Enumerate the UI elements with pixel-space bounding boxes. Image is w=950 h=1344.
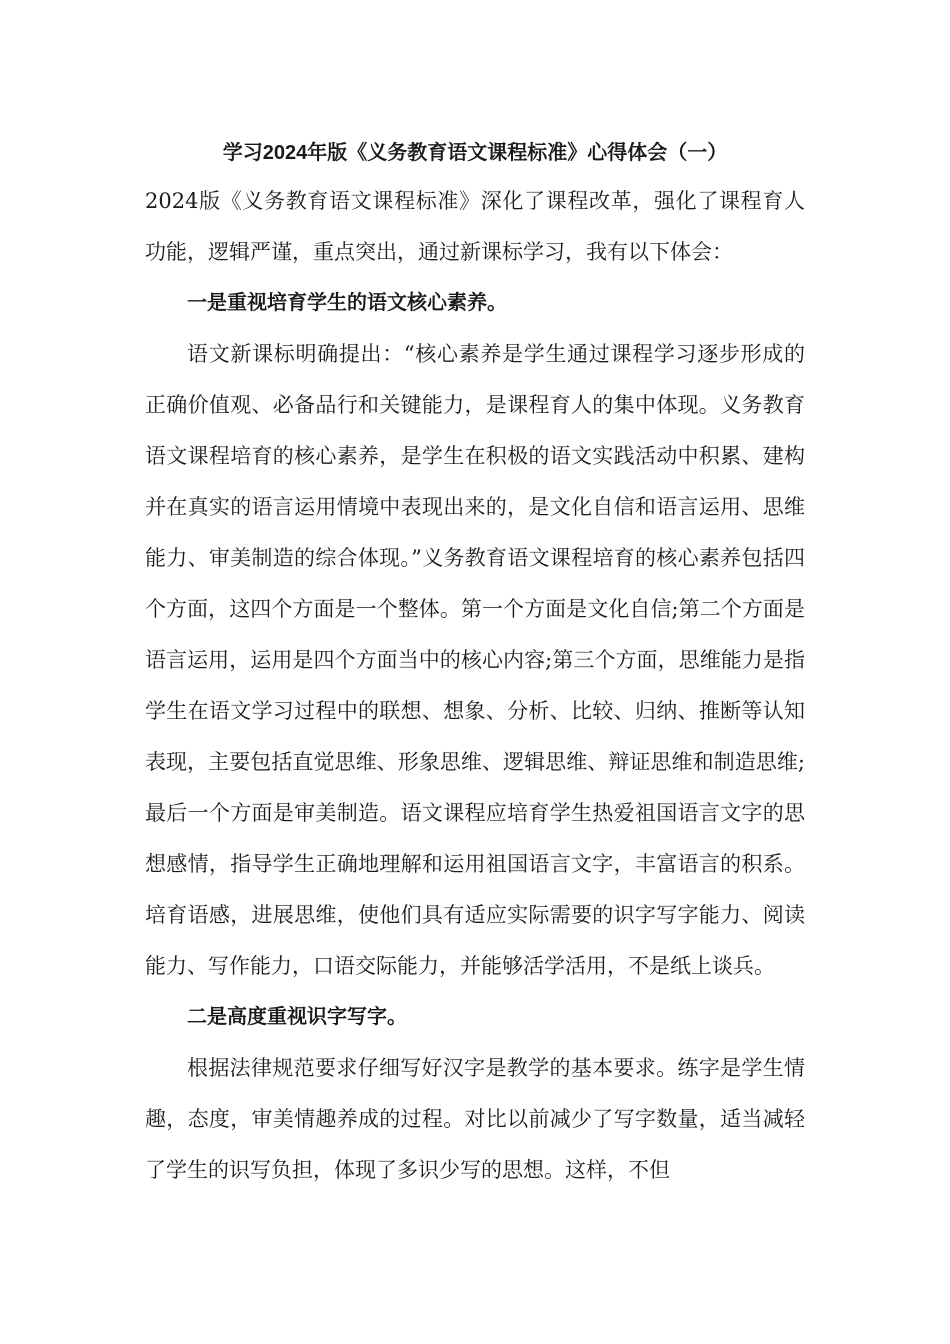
- section-1-heading: 一是重视培育学生的语文核心素养。: [187, 292, 507, 314]
- document-page: [145, 130, 805, 1196]
- section-1-body: 语文新课标明确提出：“核心素养是学生通过课程学习逐步形成的正确价值观、必备品行和关键能力，是课程育人的集中体现。义务教育语文课程培育的核心素养，是学生在积极的语文实践活动中积累、建构并在真实的语言运用情境中表现出来的，是文化自信和语言运用、思维能力、审美制造的综合体现。”义务教育语文课程培育的核心素养包括四个方面，这四个方面是一个整体。第一个方面是文化自信;第二个方面是语言运用，运用是四个方面当中的核心内容;第三个方面，思维能力是指学生在语文学习过程中的联想、想象、分析、比较、归纳、推断等认知表现，主要包括直觉思维、形象思维、逻辑思维、辩证思维和制造思维;最后一个方面是审美制造。语文课程应培育学生热爱祖国语言文字的思想感情，指导学生正确地理解和运用祖国语言文字，丰富语言的积系。培育语感，进展思维，使他们具有适应实际需要的识字写字能力、阅读能力、写作能力，口语交际能力，并能够活学活用，不是纸上谈兵。: [145, 342, 805, 978]
- section-2-heading: 二是高度重视识字写字。: [187, 1006, 407, 1028]
- section-2-body: 根据法律规范要求仔细写好汉字是教学的基本要求。练字是学生情趣，态度，审美情趣养成的过程。对比以前减少了写字数量，适当减轻了学生的识写负担，体现了多识少写的思想。这样，不但: [145, 1056, 805, 1182]
- intro-paragraph: 2024版《义务教育语文课程标准》深化了课程改革，强化了课程育人功能，逻辑严谨，重点突出，通过新课标学习，我有以下体会：: [145, 189, 805, 264]
- document-title: 学习2024年版《义务教育语文课程标准》心得体会（一）: [222, 142, 728, 164]
